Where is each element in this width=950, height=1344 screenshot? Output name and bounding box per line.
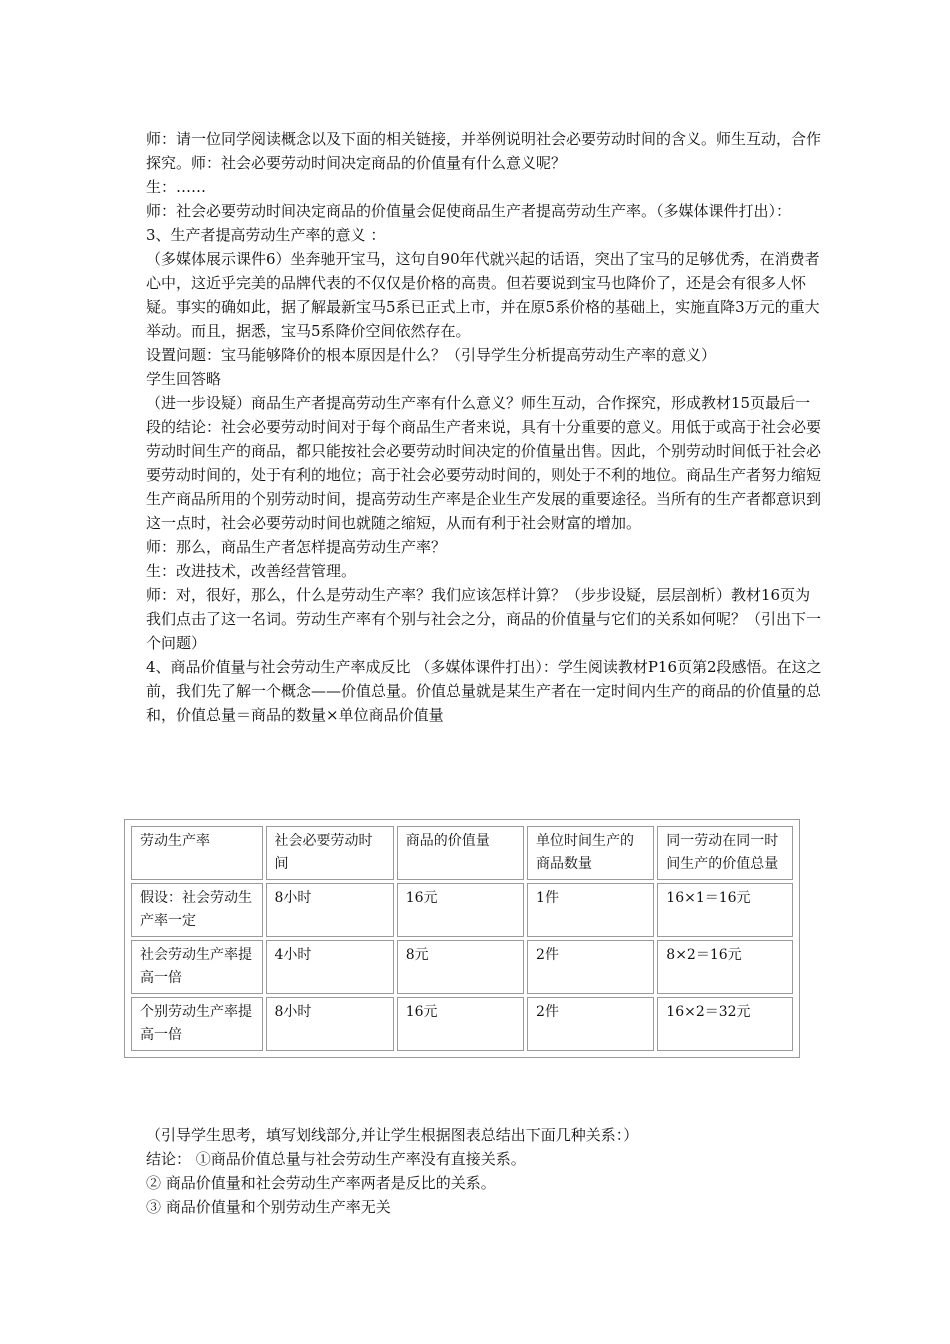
table-cell: 个别劳动生产率提高一倍 — [131, 997, 263, 1051]
table-header-cell: 社会必要劳动时间 — [266, 826, 394, 880]
paragraph: （多媒体展示课件6）坐奔驰开宝马，这句自90年代就兴起的话语，突出了宝马的足够优秀，在消费者心中，这近乎完美的品牌代表的不仅仅是价格的高贵。但若要说到宝马也降价了，还是会有很多人怀疑。事实的确如此，据了解最新宝马5系已正式上市，并在原5系价格的基础上，实施直降3万元的重大举动。而且，据悉，宝马5系降价空间依然存在。 — [146, 250, 820, 340]
conclusion-item: 结论： ①商品价值总量与社会劳动生产率没有直接关系。 — [146, 1150, 526, 1168]
table-cell: 1件 — [527, 883, 654, 937]
value-table-frame — [124, 819, 800, 1058]
table-header-cell: 单位时间生产的商品数量 — [527, 826, 654, 880]
paragraph: 师：那么，商品生产者怎样提高劳动生产率？ — [146, 538, 447, 556]
conclusion-item: ② 商品价值量和社会劳动生产率两者是反比的关系。 — [146, 1174, 496, 1192]
table-row — [131, 940, 793, 994]
paragraph: 师：请一位同学阅读概念以及下面的相关链接，并举例说明社会必要劳动时间的含义。师生互动，合作探究。师：社会必要劳动时间决定商品的价值量有什么意义呢？ — [146, 130, 822, 172]
table-cell: 社会劳动生产率提高一倍 — [131, 940, 263, 994]
instruction-text: （引导学生思考，填写划线部分,并让学生根据图表总结出下面几种关系：） — [146, 1126, 639, 1144]
table-cell: 16元 — [397, 883, 524, 937]
table-header-cell: 劳动生产率 — [131, 826, 263, 880]
paragraph: 生：…… — [146, 178, 207, 196]
conclusion-item: ③ 商品价值量和个别劳动生产率无关 — [146, 1198, 391, 1216]
paragraph: 生：改进技术，改善经营管理。 — [146, 562, 357, 580]
table-cell: 假设：社会劳动生产率一定 — [131, 883, 263, 937]
paragraph: 设置问题：宝马能够降价的根本原因是什么？（引导学生分析提高劳动生产率的意义） — [146, 346, 717, 364]
table-cell: 8小时 — [266, 883, 394, 937]
table-cell: 8元 — [397, 940, 524, 994]
table-row — [131, 997, 793, 1051]
section-heading: 4、商品价值量与社会劳动生产率成反比 （多媒体课件打出）：学生阅读教材P16页第2段感悟。在这之前，我们先了解一个概念——价值总量。价值总量就是某生产者在一定时间内生产的商品的价值量的总和，价值总量＝商品的数量×单位商品价值量 — [146, 658, 822, 724]
value-table — [128, 823, 796, 1054]
paragraph: 学生回答略 — [146, 370, 222, 388]
table-header-cell: 商品的价值量 — [397, 826, 524, 880]
table-row — [131, 883, 793, 937]
table-cell: 16×1＝16元 — [657, 883, 793, 937]
conclusion-section — [146, 1123, 822, 1219]
body-text — [146, 127, 822, 727]
paragraph: 师：社会必要劳动时间决定商品的价值量会促使商品生产者提高劳动生产率。（多媒体课件打出）： — [146, 202, 792, 220]
table-cell: 4小时 — [266, 940, 394, 994]
paragraph: （进一步设疑）商品生产者提高劳动生产率有什么意义？师生互动，合作探究，形成教材15页最后一段的结论：社会必要劳动时间对于每个商品生产者来说，具有十分重要的意义。用低于或高于社会必要劳动时间生产的商品，都只能按社会必要劳动时间决定的价值量出售。因此，个别劳动时间低于社会必要劳动时间的，处于有利的地位；高于社会必要劳动时间的，则处于不利的地位。商品生产者努力缩短生产商品所用的个别劳动时间，提高劳动生产率是企业生产发展的重要途径。当所有的生产者都意识到这一点时，社会必要劳动时间也就随之缩短，从而有利于社会财富的增加。 — [146, 394, 822, 532]
table-cell: 2件 — [527, 940, 654, 994]
table-header-cell: 同一劳动在同一时间生产的价值总量 — [657, 826, 793, 880]
section-heading: 3、生产者提高劳动生产率的意义 ： — [146, 226, 386, 244]
table-cell: 16×2＝32元 — [657, 997, 793, 1051]
table-header-row — [131, 826, 793, 880]
paragraph: 师：对，很好，那么，什么是劳动生产率？我们应该怎样计算？（步步设疑，层层剖析）教材16页为我们点击了这一名词。劳动生产率有个别与社会之分，商品的价值量与它们的关系如何呢？（引出下一个问题） — [146, 586, 822, 652]
table-cell: 8小时 — [266, 997, 394, 1051]
table-cell: 16元 — [397, 997, 524, 1051]
table-cell: 2件 — [527, 997, 654, 1051]
table-cell: 8×2＝16元 — [657, 940, 793, 994]
